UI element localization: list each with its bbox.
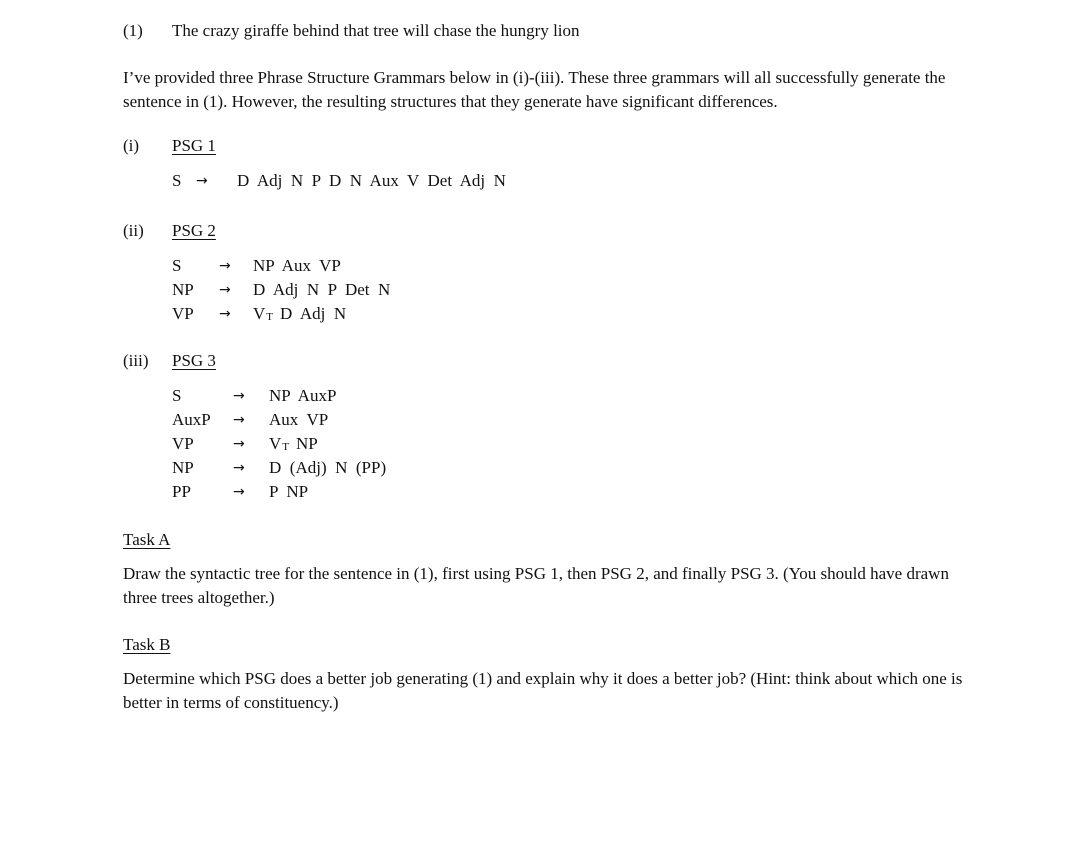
- verb-symbol: V: [269, 434, 282, 453]
- rule-arrow: →: [196, 173, 208, 189]
- example-sentence: The crazy giraffe behind that tree will chase the hungry lion: [172, 21, 580, 40]
- rule-arrow: →: [233, 388, 245, 404]
- grammar-title-psg3: PSG 3: [172, 351, 216, 370]
- rule-lhs: S: [172, 171, 182, 190]
- rule-rhs: D Adj N P D N Aux V Det Adj N: [237, 171, 506, 190]
- rule-lhs: S: [172, 386, 182, 405]
- task-b-text: Determine which PSG does a better job generating (1) and explain why it does a better job? (Hint: think about which one is better in terms of constituency.): [123, 669, 963, 712]
- grammar-title-psg2: PSG 2: [172, 221, 216, 240]
- rule-arrow: →: [233, 436, 245, 452]
- rule-arrow: →: [233, 412, 245, 428]
- grammar-label-iii: (iii): [123, 351, 149, 370]
- rule-lhs: VP: [172, 304, 194, 323]
- rule-rhs: D Adj N P Det N: [253, 280, 391, 299]
- rule-rhs-rest: D Adj N: [280, 304, 347, 323]
- rule-rhs: P NP: [269, 482, 309, 501]
- rule-arrow: →: [233, 460, 245, 476]
- rule-lhs: PP: [172, 482, 191, 501]
- rule-rhs: [269, 434, 318, 454]
- rule-arrow: →: [219, 306, 231, 322]
- grammar-title-psg1: PSG 1: [172, 136, 216, 155]
- rule-lhs: NP: [172, 458, 194, 477]
- rule-arrow: →: [233, 484, 245, 500]
- intro-paragraph: I’ve provided three Phrase Structure Grammars below in (i)-(iii). These three grammars will all successfully generate the sentence in (1). However, the resulting structures that they generate have significant differences.: [123, 68, 946, 111]
- grammar-label-i: (i): [123, 136, 140, 155]
- rule-rhs: NP AuxP: [269, 386, 337, 405]
- rule-rhs: [253, 304, 346, 324]
- verb-symbol: V: [253, 304, 266, 323]
- rule-rhs: NP Aux VP: [253, 256, 341, 275]
- rule-arrow: →: [219, 258, 231, 274]
- task-a-text: Draw the syntactic tree for the sentence in (1), first using PSG 1, then PSG 2, and finally PSG 3. (You should have drawn three trees altogether.): [123, 564, 949, 607]
- verb-subscript: T: [282, 441, 290, 453]
- rule-rhs-rest: NP: [296, 434, 318, 453]
- task-a-title: Task A: [123, 530, 171, 549]
- grammar-label-ii: (ii): [123, 221, 144, 240]
- verb-subscript: T: [266, 311, 274, 323]
- rule-rhs: Aux VP: [269, 410, 329, 429]
- example-number: (1): [123, 21, 143, 40]
- rule-lhs: AuxP: [172, 410, 211, 429]
- rule-arrow: →: [219, 282, 231, 298]
- rule-lhs: NP: [172, 280, 194, 299]
- rule-rhs: D (Adj) N (PP): [269, 458, 387, 477]
- rule-lhs: S: [172, 256, 182, 275]
- rule-lhs: VP: [172, 434, 194, 453]
- task-b-title: Task B: [123, 635, 171, 654]
